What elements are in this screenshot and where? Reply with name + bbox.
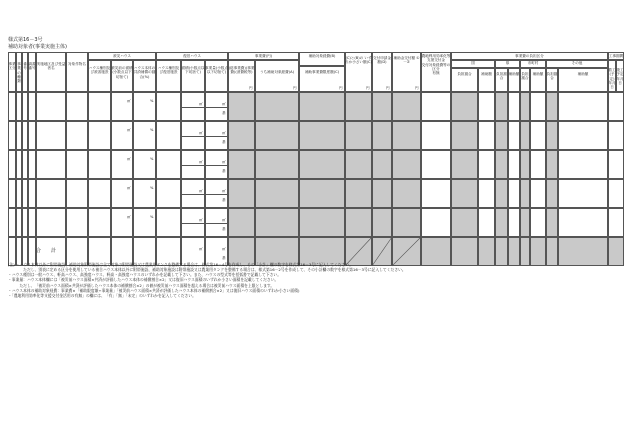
header-label: 県 bbox=[505, 61, 510, 65]
yen-unit: 円 bbox=[249, 86, 253, 90]
yen-unit: 円 bbox=[339, 86, 343, 90]
header-label: 事業量(小数点以下切捨て) bbox=[205, 66, 228, 75]
header-label: 国 bbox=[471, 61, 475, 65]
header-label: 負担割合 bbox=[521, 72, 529, 81]
header-label: 補助金交付額 ①－② bbox=[393, 56, 420, 65]
sqm-unit: ㎡ bbox=[127, 99, 131, 103]
total-diagonal-strokes bbox=[8, 52, 624, 268]
sqm-unit: ㎡ bbox=[222, 189, 226, 193]
sqm-unit: ㎡ bbox=[222, 102, 226, 106]
header-label: 着工(予定)年月日 bbox=[608, 68, 616, 90]
header-label: 事業区分 bbox=[8, 62, 16, 71]
header-group-label: 補助対象経費(B) bbox=[308, 54, 336, 58]
sqm-unit: ㎡ bbox=[222, 218, 226, 222]
note-line: ただし、「被災前ハウス面積×共済が評価したハウス本体の補償割合×2」の値が被災前ハウス面積を超える場合は被災前ハウス面積を上限とします。 bbox=[8, 282, 275, 288]
yen-unit: 円 bbox=[386, 86, 390, 90]
sqm-unit: ㎡ bbox=[222, 160, 226, 164]
header-label: 竣工予定年月日 bbox=[616, 68, 624, 85]
sqm-unit: ㎡ bbox=[199, 131, 203, 135]
header-label: 事業の種類 bbox=[17, 62, 21, 84]
header-label: 負担割合 bbox=[496, 72, 507, 81]
header-label: ハウス種別及び被害施設 bbox=[88, 66, 111, 75]
header-label: 市町村 bbox=[527, 61, 539, 65]
header-label: (C)と(B)の いずれか小さい額(C) bbox=[345, 56, 372, 65]
header-group-label: 工事期間 bbox=[608, 54, 624, 58]
count-unit: 基 bbox=[222, 140, 226, 144]
header-label: 補助額 bbox=[508, 72, 520, 76]
yen-unit: 円 bbox=[293, 86, 297, 90]
percent-unit: % bbox=[150, 128, 154, 132]
count-unit: 基 bbox=[222, 198, 226, 202]
note-line: ・「農地利用効率化等支援交付金活用の有無」の欄には、「有」「無」「未定」のいずれかを記入してください。 bbox=[8, 292, 196, 298]
header-label: 負担割合 bbox=[546, 72, 558, 81]
percent-unit: % bbox=[150, 215, 154, 219]
header-label: 面積(小数点以下切捨て) bbox=[181, 66, 205, 75]
note-line: ・ハウス本体の補助対象経費：事業費×「補助限度額÷事業量」「被災前ハウス面積×共済が評価したハウス本体の補償割合×2」又は復旧ハウス面積のいずれか小さい面積) bbox=[8, 287, 300, 293]
header-label: 番号 bbox=[23, 62, 27, 71]
sqm-unit: ㎡ bbox=[127, 215, 131, 219]
header-label: 調書番号 bbox=[28, 62, 36, 71]
header-label: うち補助対象経費(A) bbox=[259, 70, 294, 74]
header-label: 交付申請金額(D) bbox=[373, 56, 391, 65]
form-number: 様式第16－3号 bbox=[8, 37, 43, 43]
count-unit: 基 bbox=[222, 256, 226, 260]
yen-unit: 円 bbox=[366, 86, 370, 90]
percent-unit: % bbox=[150, 99, 154, 103]
note-line: ・事業量：ハウス本体欄には「被災前ハウス面積×共済が評価したハウス本体の補償割合×2」又は復旧ハウス面積のいずれか小さい面積を記載してください。 bbox=[8, 277, 279, 283]
count-unit: 基 bbox=[222, 227, 226, 231]
header-label: ハウス種別及び復旧施設 bbox=[157, 66, 180, 75]
total-label: 合 計 bbox=[36, 248, 57, 254]
form-subtitle: 補助対象者(事業実施主体) bbox=[8, 44, 67, 50]
sqm-unit: ㎡ bbox=[199, 247, 203, 251]
header-label: 補助事業費限度額(C) bbox=[304, 70, 340, 74]
sqm-unit: ㎡ bbox=[222, 247, 226, 251]
header-label: 農地利用効率化等支援交付金 交付対象経費等の区分 有無 bbox=[421, 54, 451, 76]
header-label: 補助額 bbox=[577, 72, 589, 76]
header-group-label: 復旧ハウス bbox=[183, 54, 201, 58]
sqm-unit: ㎡ bbox=[199, 102, 203, 106]
notes-section bbox=[8, 262, 618, 298]
header-group-label: 事業費(円) bbox=[254, 54, 273, 58]
percent-unit: % bbox=[150, 186, 154, 190]
header-label: その他 bbox=[571, 61, 583, 65]
sqm-unit: ㎡ bbox=[127, 128, 131, 132]
header-label: 被災前の面積(小数点以下切捨て) bbox=[111, 66, 133, 79]
note-line: ・ハウス種別は一般ハウス、軒高ハウス、高強度ハウス、軒高・高強度ハウスのいずれかを記載して下さい。また、ハウスの型式等を括弧書で記載して下さい。 bbox=[8, 272, 282, 278]
percent-unit: % bbox=[150, 157, 154, 161]
sqm-unit: ㎡ bbox=[199, 218, 203, 222]
sqm-unit: ㎡ bbox=[127, 157, 131, 161]
sqm-unit: ㎡ bbox=[199, 189, 203, 193]
note-line: ただし、別表に定める区分を使用している複合ハウス本体以外に附帯施設、補助対象施設は附帯施設又は農業用タンクを整備する場合は、様式第16－2号を作成して、その小計欄の数字を様式第16－3号に記入してください。 bbox=[8, 267, 406, 273]
sqm-unit: ㎡ bbox=[222, 131, 226, 135]
count-unit: 基 bbox=[222, 169, 226, 173]
note-line: (注) ・ハウス本体以外に附帯施設、補助対象附帯施設は全て対象の附帯施設又は農業用タンクを整備する場合は、様式第16－4号を作成し、その「小計」欄の数字を様式第16－3号に記入してください。 bbox=[8, 262, 353, 267]
header-label: (総事業費)(事業費)(消費税等) bbox=[228, 66, 255, 75]
header-label: ハウス本体の共済補償の割合(%) bbox=[133, 66, 156, 79]
yen-unit: 円 bbox=[415, 86, 419, 90]
header-group-label: 事業費の負担区分 bbox=[515, 54, 544, 58]
header-label: 補助額 bbox=[481, 72, 492, 76]
header-label: 対象作物名 bbox=[68, 62, 86, 66]
header-label: 補助額 bbox=[532, 72, 544, 76]
header-label: 実施地区及び受益者名 bbox=[36, 62, 66, 71]
sqm-unit: ㎡ bbox=[127, 186, 131, 190]
header-group-label: 被災ハウス bbox=[113, 54, 131, 58]
sqm-unit: ㎡ bbox=[199, 160, 203, 164]
header-label: 負担割合 bbox=[457, 72, 472, 76]
count-unit: 基 bbox=[222, 111, 226, 115]
